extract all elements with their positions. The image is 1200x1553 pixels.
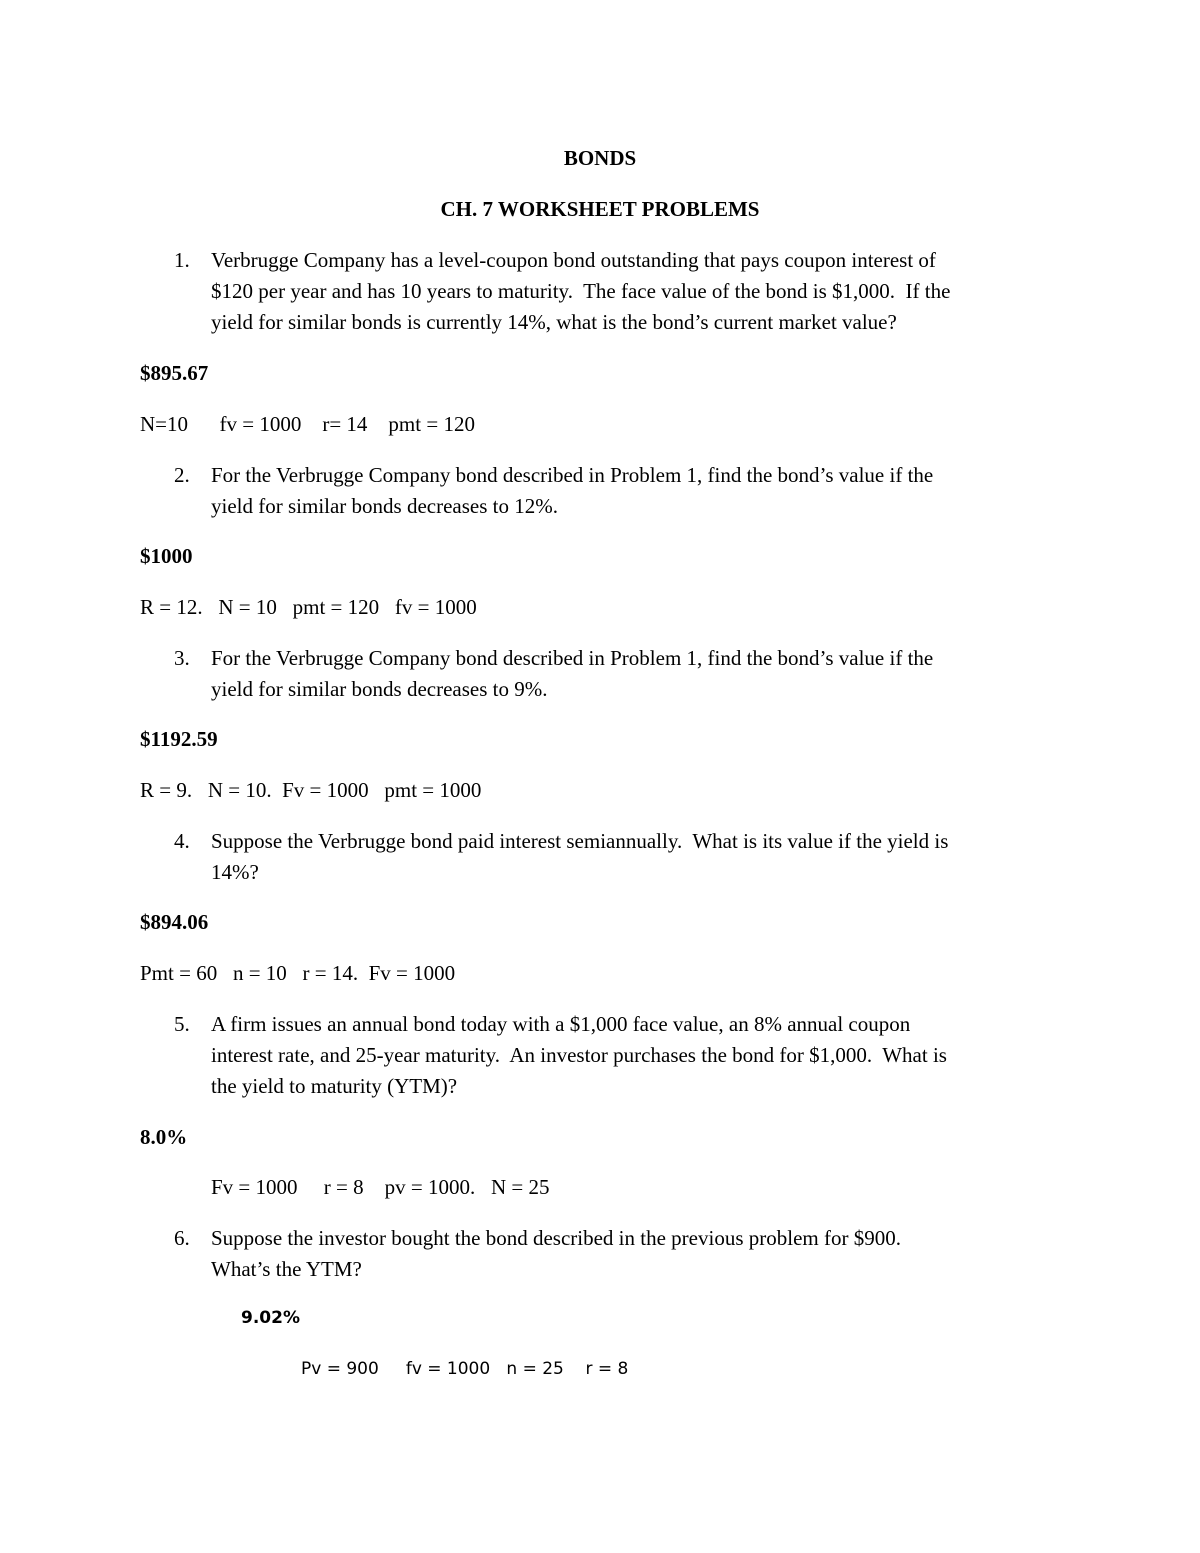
problem-text-line: $120 per year and has 10 years to maturity. The face value of the bond is $1,000. If the [211, 279, 951, 303]
problem-text-line: yield for similar bonds decreases to 12%. [211, 494, 558, 518]
problem-text-line: interest rate, and 25-year maturity. An investor purchases the bond for $1,000. What is [211, 1043, 947, 1067]
work-line: Fv = 1000 r = 8 pv = 1000. N = 25 [211, 1175, 550, 1199]
problem-text-line: Verbrugge Company has a level-coupon bond outstanding that pays coupon interest of [211, 248, 936, 272]
problem-number: 2. [174, 463, 190, 487]
problem-number: 5. [174, 1012, 190, 1036]
work-line: R = 9. N = 10. Fv = 1000 pmt = 1000 [140, 778, 482, 802]
answer: 8.0% [140, 1125, 188, 1149]
page-title: BONDS [563, 146, 637, 170]
problem-number: 6. [174, 1226, 190, 1250]
problem-number: 1. [174, 248, 190, 272]
answer: $894.06 [140, 910, 209, 934]
problem-text-line: yield for similar bonds decreases to 9%. [211, 677, 548, 701]
answer: $1000 [140, 544, 193, 568]
problem-text-line: For the Verbrugge Company bond described in Problem 1, find the bond’s value if the [211, 646, 934, 670]
problem-number: 3. [174, 646, 190, 670]
problem-number: 4. [174, 829, 190, 853]
answer: $895.67 [140, 361, 209, 385]
problem-text-line: A firm issues an annual bond today with a $1,000 face value, an 8% annual coupon [211, 1012, 911, 1036]
problem-text-line: Suppose the Verbrugge bond paid interest semiannually. What is its value if the yield is [211, 829, 949, 853]
work-line: R = 12. N = 10 pmt = 120 fv = 1000 [140, 595, 477, 619]
problem-text-line: What’s the YTM? [211, 1257, 362, 1281]
problem-text-line: Suppose the investor bought the bond described in the previous problem for $900. [211, 1226, 901, 1250]
work-line: N=10 fv = 1000 r= 14 pmt = 120 [140, 412, 475, 436]
answer: $1192.59 [140, 727, 218, 751]
answer: 9.02% [241, 1308, 300, 1328]
problem-text-line: For the Verbrugge Company bond described in Problem 1, find the bond’s value if the [211, 463, 934, 487]
work-line: Pv = 900 fv = 1000 n = 25 r = 8 [301, 1359, 629, 1379]
problem-text-line: 14%? [211, 860, 259, 884]
work-line: Pmt = 60 n = 10 r = 14. Fv = 1000 [140, 961, 456, 985]
page-subtitle: CH. 7 WORKSHEET PROBLEMS [440, 197, 760, 221]
problem-text-line: the yield to maturity (YTM)? [211, 1074, 458, 1098]
problem-text-line: yield for similar bonds is currently 14%, what is the bond’s current market value? [211, 310, 897, 334]
